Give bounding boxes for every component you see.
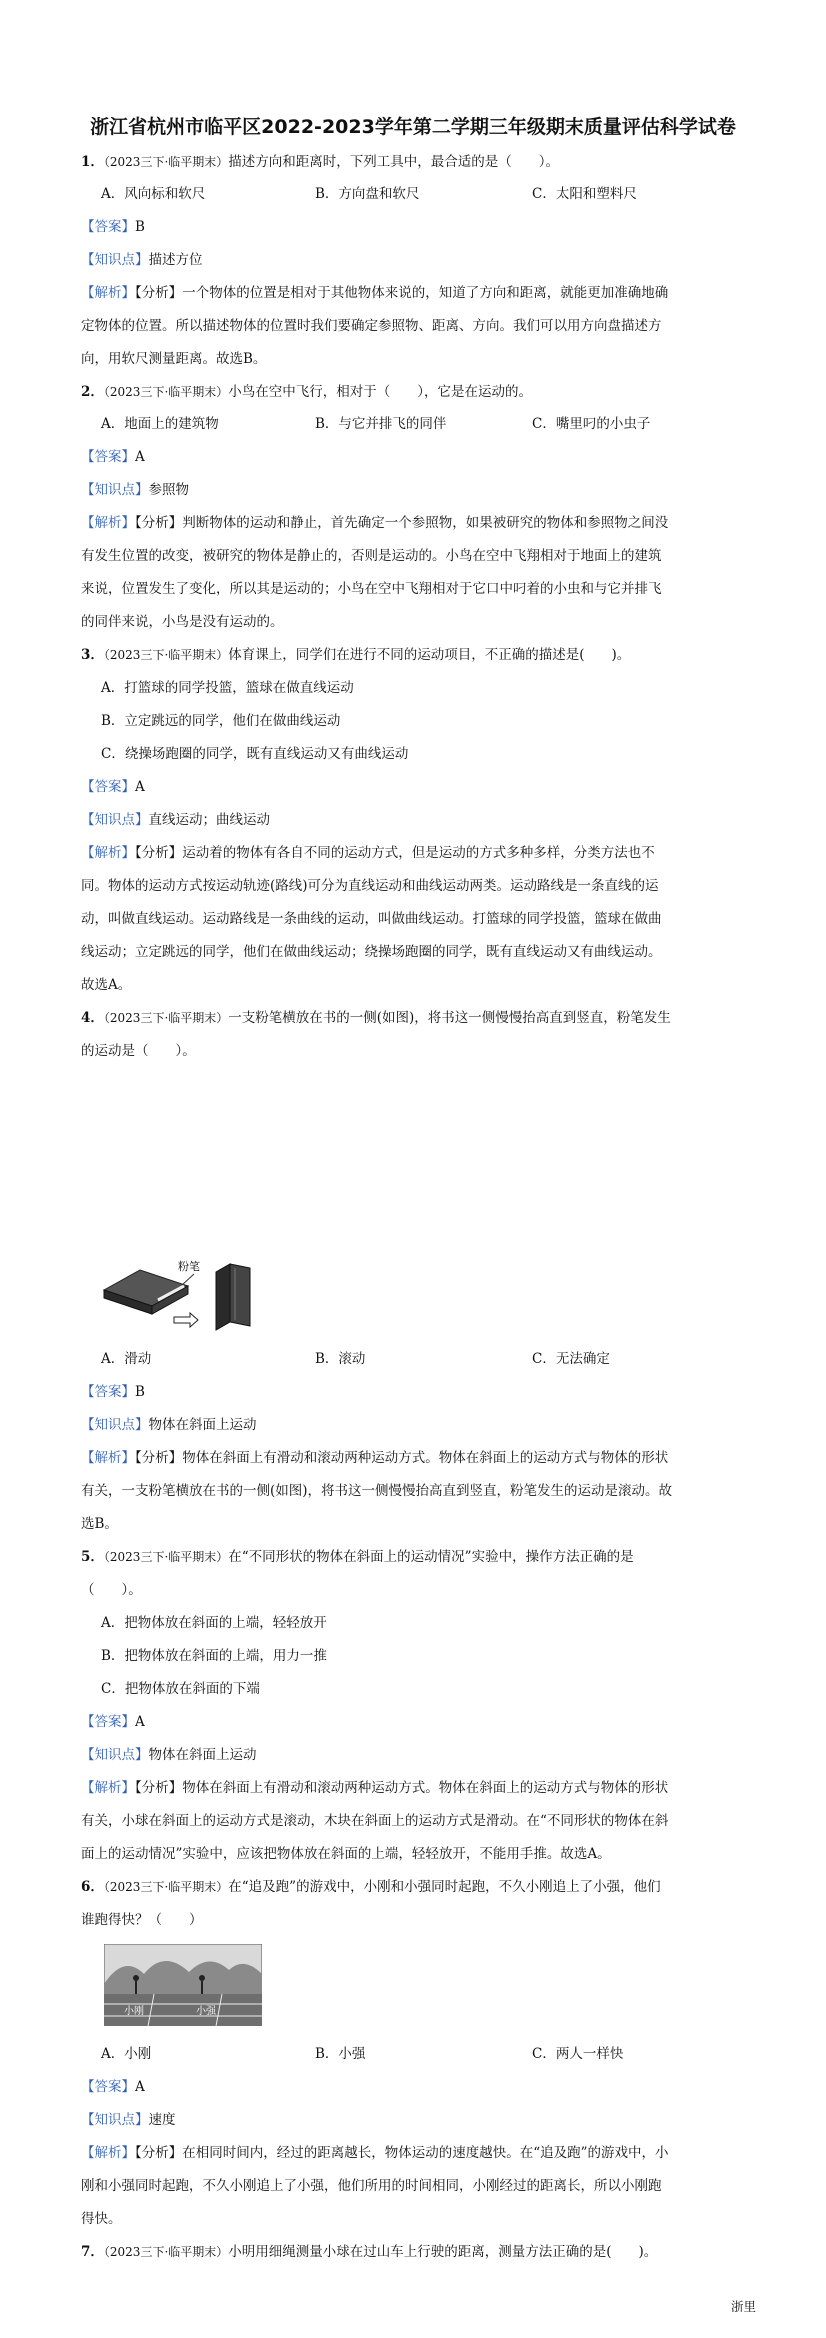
- q6-knowledge-point: [81, 2111, 176, 2129]
- point-value: 描述方位: [148, 252, 203, 268]
- q3-analysis-line: [81, 844, 655, 862]
- analysis-text: 【分析】一个物体的位置是相对于其他物体来说的，知道了方向和距离，就能更加准确地确: [135, 285, 669, 301]
- upright-book-face: [230, 1264, 250, 1326]
- analysis-tag: 【解析】: [81, 515, 135, 531]
- point-tag: 【知识点】: [81, 1747, 149, 1763]
- question-text: 小鸟在空中飞行，相对于（ ），它是在运动的。: [228, 384, 533, 400]
- q6-analysis-line: [81, 2144, 669, 2162]
- question-text: 一支粉笔横放在书的一侧(如图)，将书这一侧慢慢抬高直到竖直，粉笔发生: [228, 1010, 671, 1026]
- answer-tag: 【答案】: [81, 1384, 135, 1400]
- runner-label-xiaogang: 小刚: [124, 2006, 144, 2017]
- q5-analysis-line: 有关，小球在斜面上的运动方式是滚动，木块在斜面上的运动方式是滑动。在“不同形状的物体在斜: [81, 1813, 669, 1829]
- q5-analysis-line: 面上的运动情况”实验中，应该把物体放在斜面的上端，轻轻放开，不能用手推。故选A。: [81, 1846, 611, 1862]
- q1-option-c: C．太阳和塑料尺: [532, 186, 637, 202]
- question-6-stem: [81, 1878, 661, 1896]
- question-5-stem-cont: （ ）。: [81, 1582, 142, 1598]
- arrow-icon: [174, 1313, 198, 1327]
- q4-analysis-line: [81, 1449, 668, 1467]
- q1-answer: [81, 218, 145, 236]
- question-number: 2．: [81, 384, 104, 400]
- q1-analysis-line: 定物体的位置。所以描述物体的位置时我们要确定参照物、距离、方向。我们可以用方向盘描述方: [81, 318, 662, 334]
- question-source: （2023三下·临平期末）: [103, 1880, 229, 1894]
- q1-analysis-line: [81, 284, 668, 302]
- q6-answer: [81, 2078, 145, 2096]
- answer-value: A: [135, 449, 145, 465]
- analysis-text: 【分析】物体在斜面上有滑动和滚动两种运动方式。物体在斜面上的运动方式与物体的形状: [135, 1780, 669, 1796]
- question-1-stem: [81, 153, 559, 171]
- q4-analysis-line: 有关，一支粉笔横放在书的一侧(如图)，将书这一侧慢慢抬高直到竖直，粉笔发生的运动是滚动。故: [81, 1483, 673, 1499]
- analysis-text: 【分析】判断物体的运动和静止，首先确定一个参照物，如果被研究的物体和参照物之间没: [135, 515, 669, 531]
- book-chalk-figure: [98, 1258, 268, 1333]
- analysis-text: 【分析】运动着的物体有各自不同的运动方式，但是运动的方式多种多样，分类方法也不: [135, 845, 655, 861]
- q2-option-a: A．地面上的建筑物: [101, 416, 219, 432]
- question-source: （2023三下·临平期末）: [103, 1011, 229, 1025]
- q2-option-c: C．嘴里叼的小虫子: [532, 416, 651, 432]
- runner-head: [133, 1975, 139, 1981]
- q2-analysis-line: 来说，位置发生了变化，所以其是运动的；小鸟在空中飞翔相对于它口中叼着的小虫和与它并排飞: [81, 581, 662, 597]
- question-text: 在“追及跑”的游戏中，小刚和小强同时起跑，不久小刚追上了小强，他们: [228, 1879, 661, 1895]
- question-number: 7．: [81, 2244, 104, 2260]
- q2-knowledge-point: [81, 481, 189, 499]
- question-3-stem: [81, 646, 630, 664]
- q2-option-b: B．与它并排飞的同伴: [315, 416, 447, 432]
- point-value: 参照物: [148, 482, 189, 498]
- question-text: 体育课上，同学们在进行不同的运动项目，不正确的描述是( )。: [228, 647, 631, 663]
- q4-option-a: A．滑动: [101, 1351, 152, 1367]
- q6-option-a: A．小刚: [101, 2046, 152, 2062]
- answer-tag: 【答案】: [81, 449, 135, 465]
- q2-analysis-line: [81, 514, 668, 532]
- answer-tag: 【答案】: [81, 2079, 135, 2095]
- page-footer: 浙里: [730, 2299, 756, 2314]
- q3-option-b: B．立定跳远的同学，他们在做曲线运动: [101, 713, 341, 729]
- q4-knowledge-point: [81, 1416, 257, 1434]
- answer-value: A: [135, 1714, 145, 1730]
- question-source: （2023三下·临平期末）: [103, 385, 229, 399]
- q6-analysis-line: 刚和小强同时起跑，不久小刚追上了小强，他们所用的时间相同，小刚经过的距离长，所以小刚跑: [81, 2178, 662, 2194]
- answer-value: B: [135, 219, 145, 235]
- point-value: 物体在斜面上运动: [148, 1417, 257, 1433]
- question-source: （2023三下·临平期末）: [103, 2245, 229, 2259]
- upright-book-spine: [216, 1264, 230, 1330]
- q3-analysis-line: 故选A。: [81, 977, 132, 993]
- answer-value: A: [135, 2079, 145, 2095]
- question-text: 在“不同形状的物体在斜面上的运动情况”实验中，操作方法正确的是: [228, 1549, 634, 1565]
- q1-option-a: A．风向标和软尺: [101, 186, 206, 202]
- q2-answer: [81, 448, 145, 466]
- q5-option-b: B．把物体放在斜面的上端，用力一推: [101, 1648, 327, 1664]
- q1-knowledge-point: [81, 251, 203, 269]
- q4-option-b: B．滚动: [315, 1351, 366, 1367]
- question-number: 1．: [81, 154, 104, 170]
- q1-option-b: B．方向盘和软尺: [315, 186, 420, 202]
- analysis-text: 【分析】物体在斜面上有滑动和滚动两种运动方式。物体在斜面上的运动方式与物体的形状: [135, 1450, 669, 1466]
- question-number: 5．: [81, 1549, 104, 1565]
- question-number: 6．: [81, 1879, 104, 1895]
- q4-analysis-line: 选B。: [81, 1516, 118, 1532]
- q3-knowledge-point: [81, 811, 270, 829]
- q5-answer: [81, 1713, 145, 1731]
- q6-analysis-line: 得快。: [81, 2211, 122, 2227]
- q2-analysis-line: 的同伴来说，小鸟是没有运动的。: [81, 614, 284, 630]
- analysis-tag: 【解析】: [81, 2145, 135, 2161]
- q3-option-a: A．打篮球的同学投篮，篮球在做直线运动: [101, 680, 354, 696]
- question-5-stem: [81, 1548, 634, 1566]
- q5-analysis-line: [81, 1779, 668, 1797]
- answer-value: B: [135, 1384, 145, 1400]
- q4-option-c: C．无法确定: [532, 1351, 610, 1367]
- analysis-tag: 【解析】: [81, 845, 135, 861]
- answer-tag: 【答案】: [81, 779, 135, 795]
- question-4-stem-cont: 的运动是（ ）。: [81, 1043, 196, 1059]
- point-tag: 【知识点】: [81, 482, 149, 498]
- runner-head: [199, 1975, 205, 1981]
- question-text: 小明用细绳测量小球在过山车上行驶的距离，测量方法正确的是( )。: [228, 2244, 658, 2260]
- point-tag: 【知识点】: [81, 252, 149, 268]
- question-4-stem: [81, 1009, 671, 1027]
- q5-option-c: C．把物体放在斜面的下端: [101, 1681, 260, 1697]
- q1-analysis-line: 向，用软尺测量距离。故选B。: [81, 351, 267, 367]
- q3-analysis-line: 动，叫做直线运动。运动路线是一条曲线的运动，叫做曲线运动。打篮球的同学投篮，篮球在做曲: [81, 911, 662, 927]
- question-2-stem: [81, 383, 532, 401]
- point-tag: 【知识点】: [81, 1417, 149, 1433]
- q2-analysis-line: 有发生位置的改变，被研究的物体是静止的，否则是运动的。小鸟在空中飞翔相对于地面上的建筑: [81, 548, 662, 564]
- point-tag: 【知识点】: [81, 812, 149, 828]
- q5-option-a: A．把物体放在斜面的上端，轻轻放开: [101, 1615, 327, 1631]
- q6-option-b: B．小强: [315, 2046, 366, 2062]
- analysis-tag: 【解析】: [81, 285, 135, 301]
- runner-label-xiaoqiang: 小强: [196, 2006, 216, 2017]
- analysis-tag: 【解析】: [81, 1780, 135, 1796]
- q5-knowledge-point: [81, 1746, 257, 1764]
- question-7-stem: [81, 2243, 657, 2261]
- q3-analysis-line: 同。物体的运动方式按运动轨迹(路线)可分为直线运动和曲线运动两类。运动路线是一条直线的运: [81, 878, 659, 894]
- question-number: 4．: [81, 1010, 104, 1026]
- chalk-label: 粉笔: [178, 1260, 200, 1273]
- question-6-stem-cont: 谁跑得快？（ ）: [81, 1912, 203, 1928]
- q6-option-c: C．两人一样快: [532, 2046, 624, 2062]
- q3-option-c: C．绕操场跑圈的同学，既有直线运动又有曲线运动: [101, 746, 409, 762]
- analysis-tag: 【解析】: [81, 1450, 135, 1466]
- q3-analysis-line: 线运动；立定跳远的同学，他们在做曲线运动；绕操场跑圈的同学，既有直线运动又有曲线运动。: [81, 944, 662, 960]
- point-value: 速度: [148, 2112, 176, 2128]
- question-text: 描述方向和距离时，下列工具中，最合适的是（ ）。: [228, 154, 560, 170]
- analysis-text: 【分析】在相同时间内，经过的距离越长，物体运动的速度越快。在“追及跑”的游戏中，小: [135, 2145, 669, 2161]
- running-track-figure: [104, 1944, 262, 2026]
- page-title: 浙江省杭州市临平区2022-2023学年第二学期三年级期末质量评估科学试卷: [90, 116, 736, 138]
- answer-tag: 【答案】: [81, 1714, 135, 1730]
- question-number: 3．: [81, 647, 104, 663]
- point-value: 物体在斜面上运动: [148, 1747, 257, 1763]
- question-source: （2023三下·临平期末）: [103, 1550, 229, 1564]
- chalk-pointer-line: [182, 1274, 194, 1285]
- point-value: 直线运动；曲线运动: [148, 812, 270, 828]
- q4-answer: [81, 1383, 145, 1401]
- answer-value: A: [135, 779, 145, 795]
- question-source: （2023三下·临平期末）: [103, 155, 229, 169]
- answer-tag: 【答案】: [81, 219, 135, 235]
- q3-answer: [81, 778, 145, 796]
- question-source: （2023三下·临平期末）: [103, 648, 229, 662]
- point-tag: 【知识点】: [81, 2112, 149, 2128]
